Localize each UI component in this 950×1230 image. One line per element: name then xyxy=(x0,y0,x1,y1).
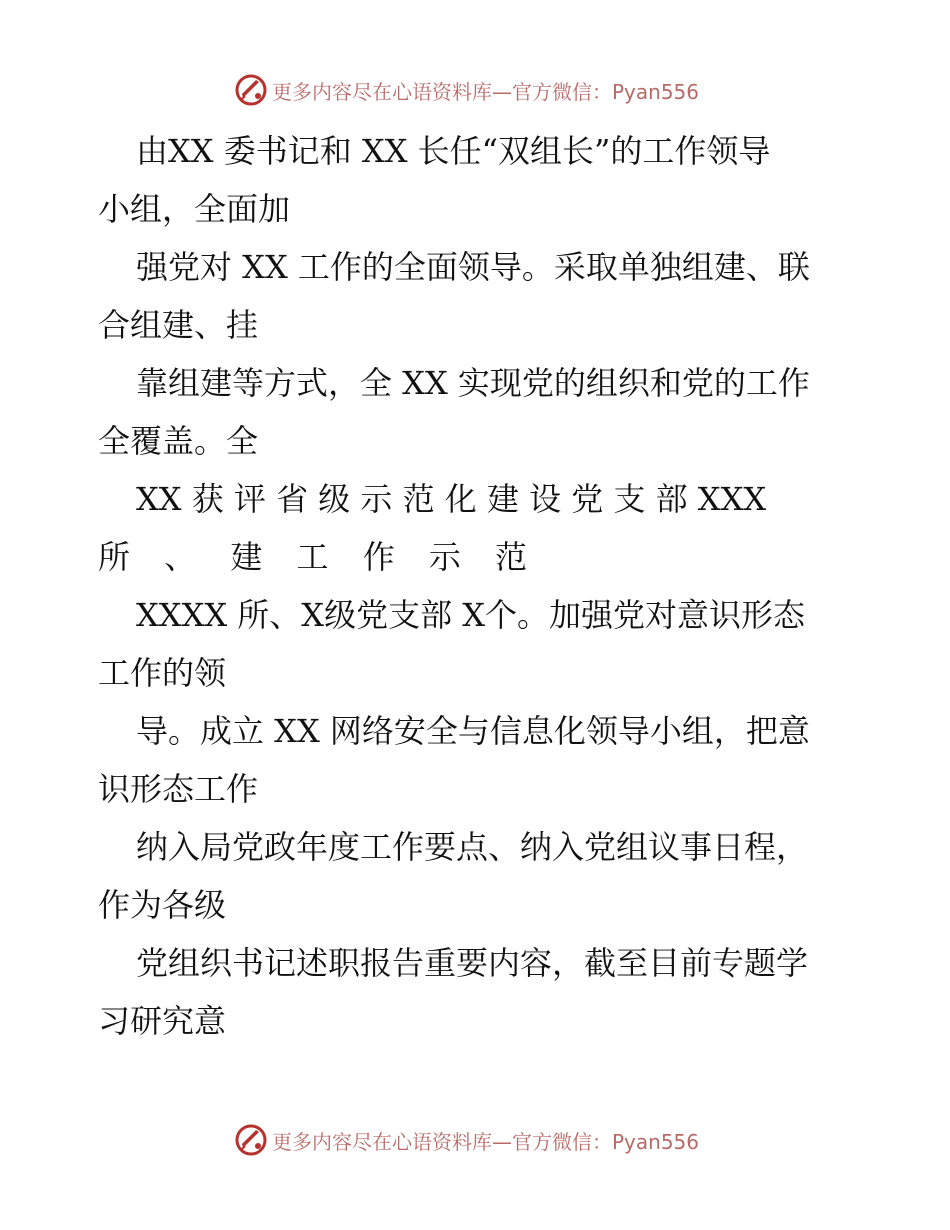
footer-banner xyxy=(234,1122,699,1158)
footer-banner-text: 更多内容尽在心语资料库—官方微信：Pyan556 xyxy=(272,1129,700,1154)
text-line-4: 合组建、挂 xyxy=(98,306,259,344)
text-line-8: 所 、 建 工 作 示 范 xyxy=(98,538,540,576)
text-line-2: 小组，全面加 xyxy=(98,190,291,228)
header-banner xyxy=(234,72,699,108)
red-quill-logo-icon xyxy=(234,1123,268,1157)
text-line-14: 作为各级 xyxy=(98,886,227,924)
text-line-7: XX 获 评 省 级 示 范 化 建 设 党 支 部 XXX xyxy=(136,480,767,518)
text-line-16: 习研究意 xyxy=(98,1002,227,1040)
text-line-5: 靠组建等方式，全 XX 实现党的组织和党的工作 xyxy=(136,364,810,402)
text-line-12: 识形态工作 xyxy=(98,770,259,808)
text-line-6: 全覆盖。全 xyxy=(98,422,259,460)
text-line-9: XXXX 所、X级党支部 X个。加强党对意识形态 xyxy=(136,596,806,634)
text-line-1: 由XX 委书记和 XX 长任“双组长”的工作领导 xyxy=(136,132,771,170)
text-line-13: 纳入局党政年度工作要点、纳入党组议事日程， xyxy=(136,828,809,866)
document-body xyxy=(98,122,858,1050)
text-line-15: 党组织书记述职报告重要内容，截至目前专题学 xyxy=(136,944,809,982)
text-line-10: 工作的领 xyxy=(98,654,227,692)
text-line-3: 强党对 XX 工作的全面领导。采取单独组建、联 xyxy=(136,248,810,286)
red-quill-logo-icon xyxy=(234,73,268,107)
header-banner-text: 更多内容尽在心语资料库—官方微信：Pyan556 xyxy=(272,79,700,104)
text-line-11: 导。成立 XX 网络安全与信息化领导小组，把意 xyxy=(136,712,810,750)
